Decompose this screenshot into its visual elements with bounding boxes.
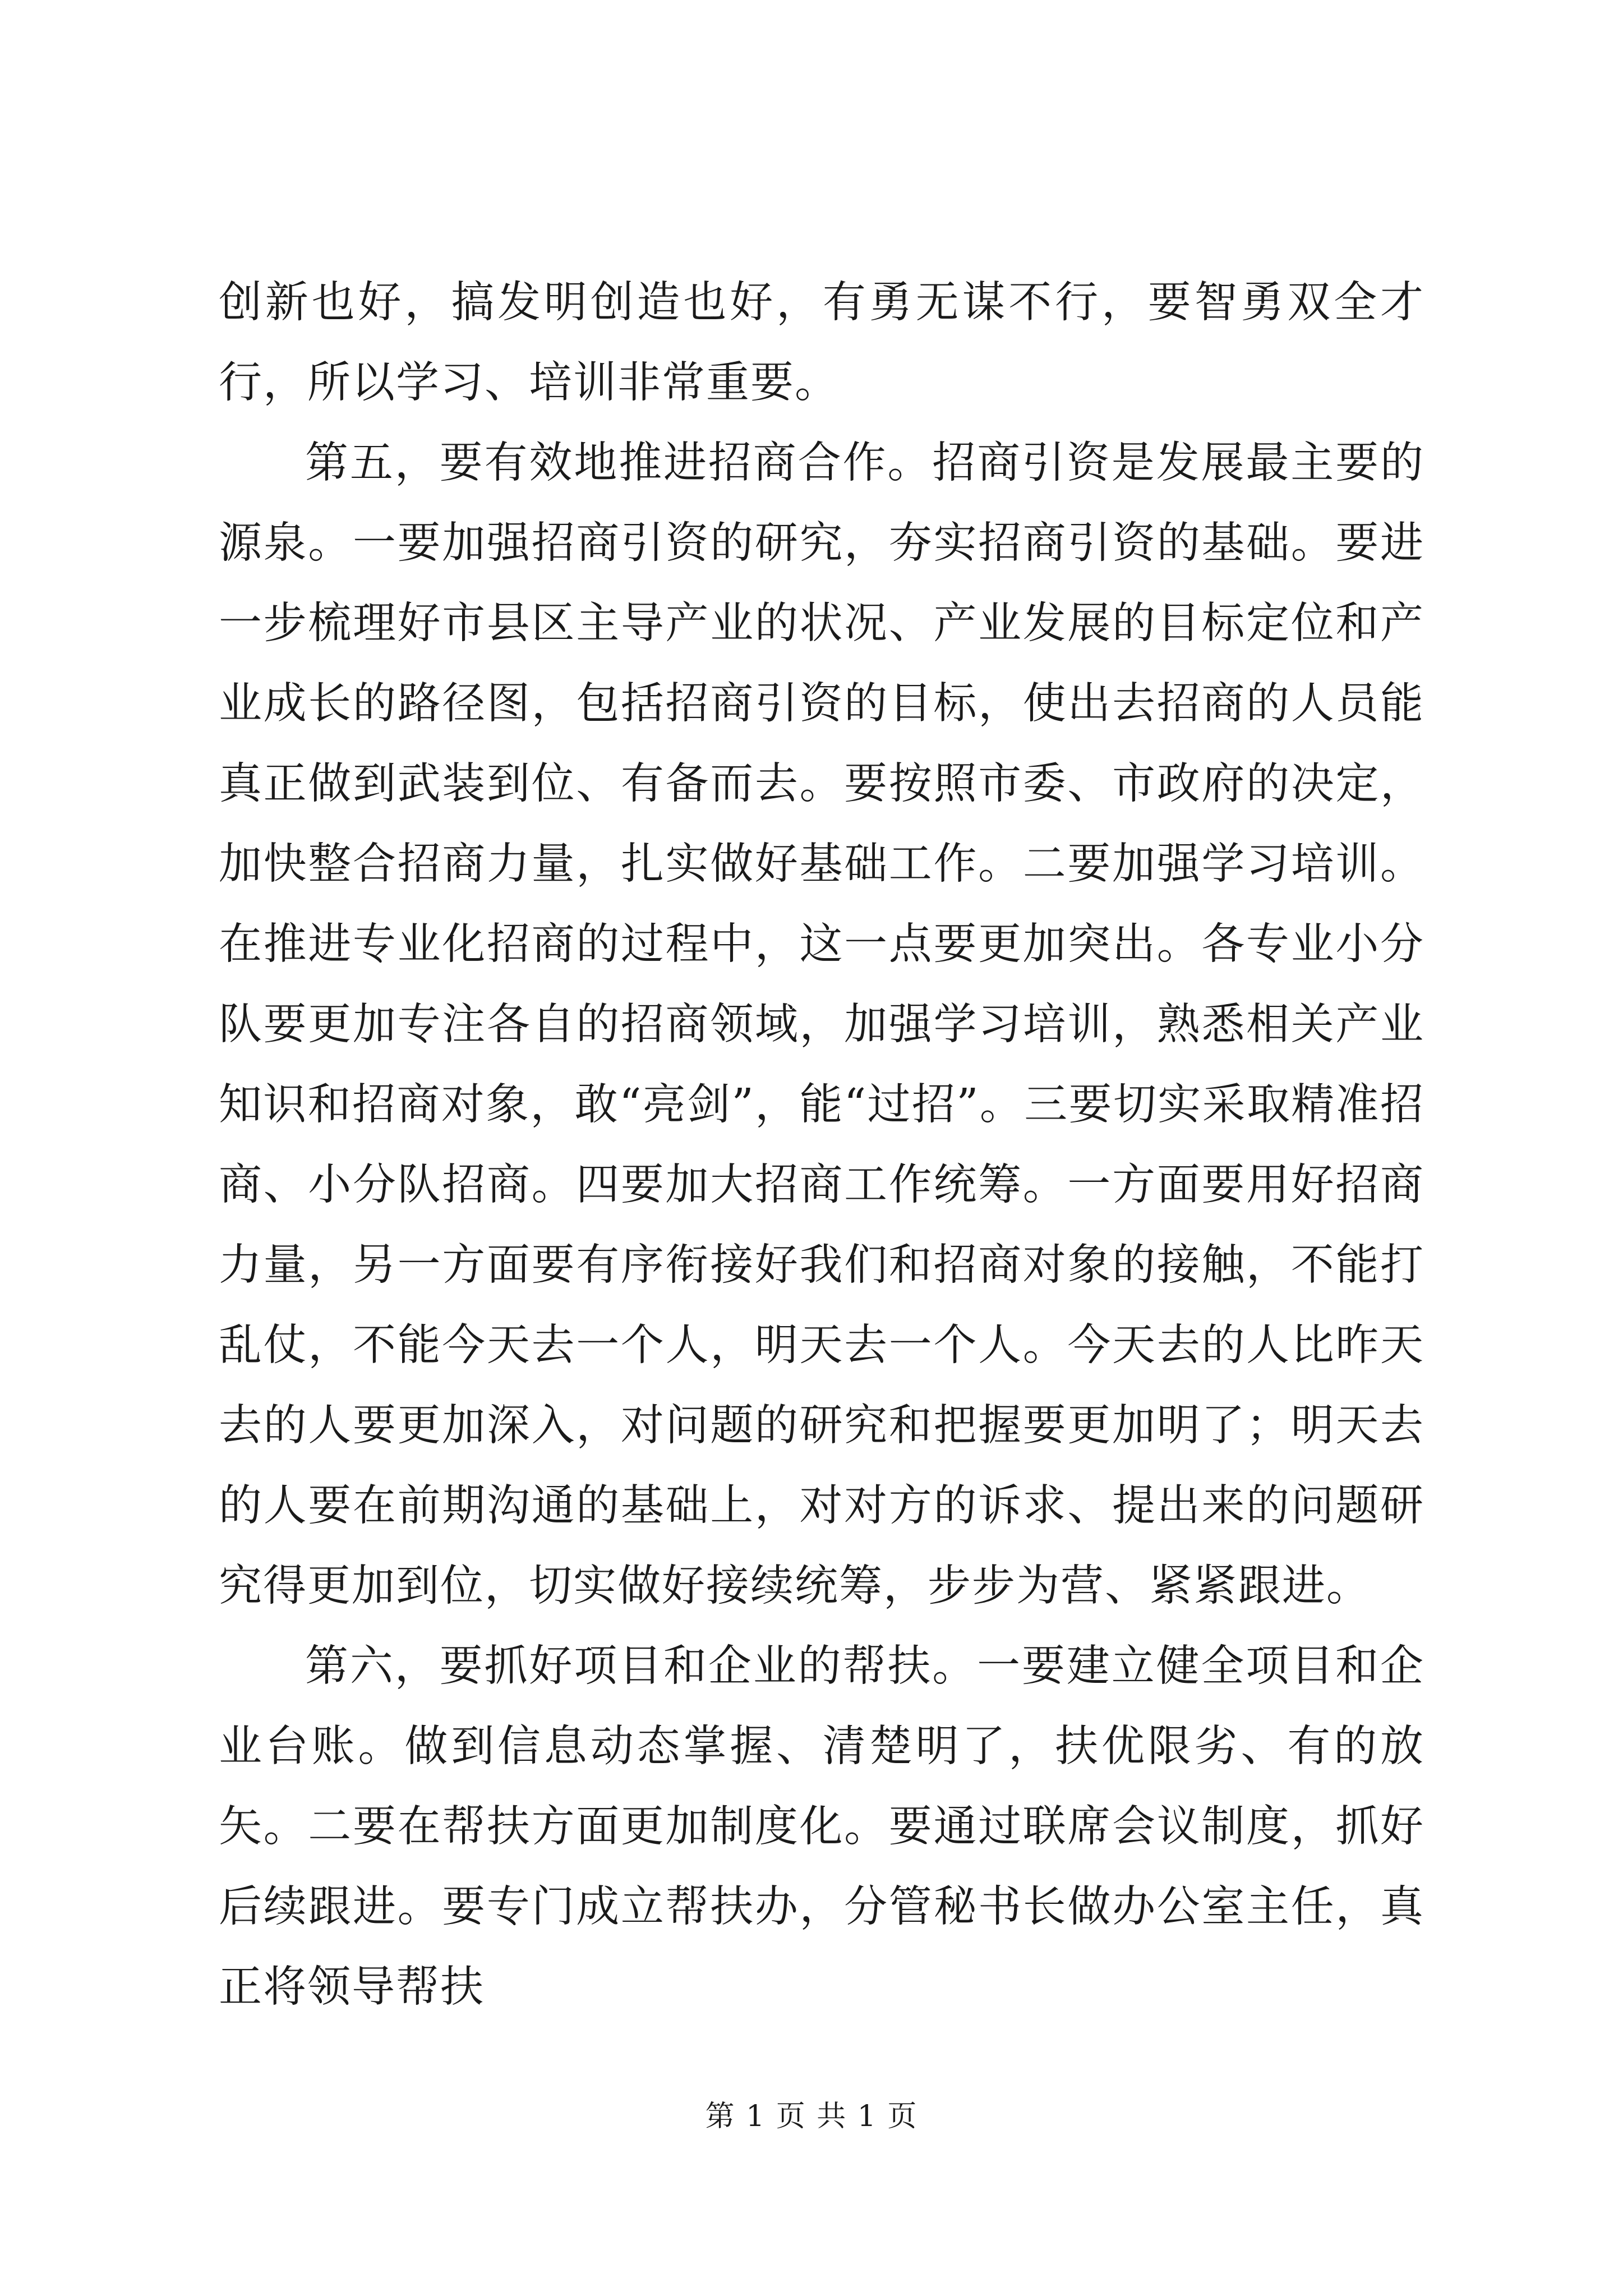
paragraph-2: 第五，要有效地推进招商合作。招商引资是发展最主要的源泉。一要加强招商引资的研究，夯实招商引资的基础。要进一步梳理好市县区主导产业的状况、产业发展的目标定位和产业成长的路径图，包括招商引资的目标，使出去招商的人员能真正做到武装到位、有备而去。要按照市委、市政府的决定，加快整合招商力量，扎实做好基础工作。二要加强学习培训。在推进专业化招商的过程中，这一点要更加突出。各专业小分队要更加专注各自的招商领域，加强学习培训，熟悉相关产业知识和招商对象，敢“亮剑”，能“过招”。三要切实采取精准招商、小分队招商。四要加大招商工作统筹。一方面要用好招商力量，另一方面要有序衔接好我们和招商对象的接触，不能打乱仗，不能今天去一个人，明天去一个人。今天去的人比昨天去的人要更加深入，对问题的研究和把握要更加明了；明天去的人要在前期沟通的基础上，对对方的诉求、提出来的问题研究得更加到位，切实做好接续统筹，步步为营、紧紧跟进。 — [219, 438, 1424, 1611]
paragraph-3: 第六，要抓好项目和企业的帮扶。一要建立健全项目和企业台账。做到信息动态掌握、清楚明了，扶优限劣、有的放矢。二要在帮扶方面更加制度化。要通过联席会议制度，抓好后续跟进。要专门成立帮扶办，分管秘书长做办公室主任，真正将领导帮扶 — [219, 1641, 1424, 2012]
paragraph-1: 创新也好，搞发明创造也好，有勇无谋不行，要智勇双全才行，所以学习、培训非常重要。 — [219, 278, 1424, 408]
document-body — [219, 263, 1424, 2027]
page-footer: 第 1 页 共 1 页 — [705, 2100, 918, 2133]
